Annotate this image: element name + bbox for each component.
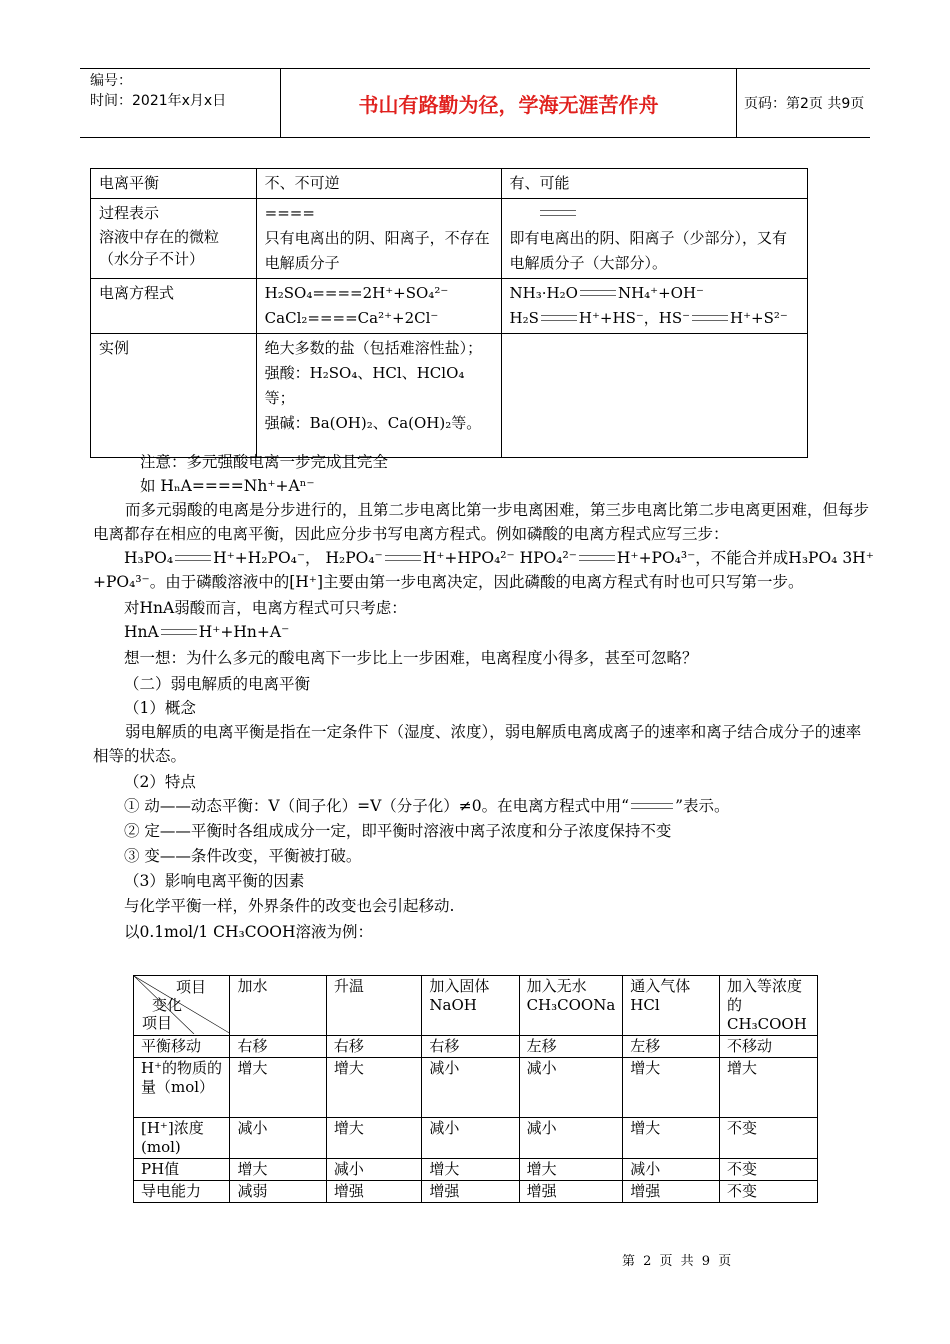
feature-line: ② 定——平衡时各组成成分一定，即平衡时溶液中离子浓度和分子浓度保持不变 <box>124 822 672 840</box>
table-cell: 不变 <box>720 1118 818 1159</box>
equilibrium-arrow-icon <box>175 553 211 565</box>
equilibrium-arrow-icon <box>541 313 577 325</box>
paragraph: +PO₄³⁻。由于磷酸溶液中的[H⁺]主要由第一步电离决定，因此磷酸的电离方程式有时也可只写第一步。 <box>93 573 804 591</box>
table-cell: 电离平衡 <box>91 169 257 199</box>
table-cell: 增大 <box>720 1058 818 1118</box>
example-line: 绝大多数的盐（包括难溶性盐）； <box>264 339 483 357</box>
table-cell <box>501 199 807 279</box>
equation: CaCl₂====Ca²⁺+2Cl⁻ <box>264 309 439 327</box>
table-cell: 左移 <box>519 1036 623 1058</box>
ionization-comparison-table <box>90 168 808 458</box>
table-cell: 增大 <box>623 1118 720 1159</box>
table-cell <box>91 199 257 279</box>
table-cell: 增强 <box>623 1181 720 1203</box>
equation: H⁺+Hn+A⁻ <box>198 623 290 641</box>
feature-line: ③ 变——条件改变，平衡被打破。 <box>124 847 362 865</box>
equation: H₂SO₄====2H⁺+SO₄²⁻ <box>264 284 449 302</box>
page-header <box>80 68 870 138</box>
corner-label: 项目 <box>176 978 207 996</box>
corner-label: 项目 <box>142 1014 173 1032</box>
row-label: PH值 <box>134 1159 230 1181</box>
table-row <box>134 1181 818 1203</box>
table-cell: 减小 <box>422 1118 519 1159</box>
table-cell <box>256 334 501 458</box>
table-cell: 不变 <box>720 1181 818 1203</box>
equation: H⁺+PO₄³⁻，不能合并成H₃PO₄ 3H⁺ <box>616 549 874 567</box>
table-cell: 不变 <box>720 1159 818 1181</box>
column-header: 加水 <box>230 976 326 1036</box>
table-cell: 有、可能 <box>501 169 807 199</box>
table-cell: 增大 <box>326 1058 421 1118</box>
column-header: 通入气体HCl <box>623 976 720 1036</box>
table-cell: 增强 <box>519 1181 623 1203</box>
subsection-heading: （3）影响电离平衡的因素 <box>124 872 305 890</box>
equilibrium-arrow-icon <box>692 313 728 325</box>
table-cell: 电离方程式 <box>91 279 257 334</box>
doc-number: 编号： <box>90 73 132 89</box>
row-label: 平衡移动 <box>134 1036 230 1058</box>
table-cell <box>256 279 501 334</box>
paragraph: 而多元弱酸的电离是分步进行的，且第二步电离比第一步电离困难，第三步电离比第二步电离更困难，但每步电离都存在相应的电离平衡，因此应分步书写电离方程式。例如磷酸的电离方程式应写三步： <box>93 501 870 543</box>
table-cell <box>501 334 807 458</box>
equation: H₂S <box>509 309 539 327</box>
equation: HnA <box>124 623 159 641</box>
table-cell: 增大 <box>230 1159 326 1181</box>
equilibrium-arrow-icon <box>580 288 616 300</box>
table-row <box>91 199 808 279</box>
equilibrium-arrow-icon <box>579 553 615 565</box>
table-cell: 左移 <box>623 1036 720 1058</box>
table-cell: 不移动 <box>720 1036 818 1058</box>
table-cell: 右移 <box>230 1036 326 1058</box>
feature-text: ① 动——动态平衡：V（间子化）=V（分子化）≠0。在电离方程式中用“ <box>124 797 630 815</box>
table-row <box>91 169 808 199</box>
table-row <box>134 1118 818 1159</box>
corner-cell <box>134 976 230 1036</box>
cell-text: 只有电离出的阴、阳离子，不存在电解质分子 <box>264 229 490 272</box>
equilibrium-arrow-icon <box>631 801 673 813</box>
column-header: 加入无水CH₃COONa <box>519 976 623 1036</box>
doc-date: 时间：2021年x月x日 <box>90 93 227 109</box>
header-meta <box>80 69 280 137</box>
equilibrium-arrow-icon <box>385 553 421 565</box>
table-cell: 增大 <box>422 1159 519 1181</box>
column-header: 加入固体NaOH <box>422 976 519 1036</box>
header-motto: 书山有路勤为径，学海无涯苦作舟 <box>280 69 737 137</box>
table-cell: 实例 <box>91 334 257 458</box>
equation: H₃PO₄ <box>124 549 174 567</box>
table-row <box>134 1036 818 1058</box>
hna-equation <box>124 620 904 644</box>
table-cell: 减小 <box>623 1159 720 1181</box>
note-equation: 如 HₙA====Nh⁺+Aⁿ⁻ <box>140 477 315 495</box>
paragraph: 以0.1mol/1 CH₃COOH溶液为例： <box>124 923 374 941</box>
row-label: H⁺的物质的量（mol） <box>134 1058 230 1118</box>
equilibrium-arrow-icon <box>161 627 197 639</box>
table-row <box>134 1159 818 1181</box>
table-cell: 减小 <box>519 1058 623 1118</box>
table-cell: 增强 <box>326 1181 421 1203</box>
row-label: 溶液中存在的微粒（水分子不计） <box>99 228 220 268</box>
paragraph: 弱电解质的电离平衡是指在一定条件下（湿度、浓度），弱电解质电离成离子的速率和离子结合成分子的速率相等的状态。 <box>93 723 862 765</box>
paragraph: 与化学平衡一样，外界条件的改变也会引起移动. <box>124 897 455 915</box>
table-cell: 减弱 <box>230 1181 326 1203</box>
column-header: 升温 <box>326 976 421 1036</box>
row-label: [H⁺]浓度(mol) <box>134 1118 230 1159</box>
table-cell: 增大 <box>326 1118 421 1159</box>
equilibrium-factors-table <box>133 975 818 1203</box>
table-header-row <box>134 976 818 1036</box>
process-symbol: ==== <box>264 204 315 222</box>
subsection-heading: （2）特点 <box>124 773 196 791</box>
table-cell <box>256 199 501 279</box>
table-cell: 减小 <box>422 1058 519 1118</box>
section-heading: （二）弱电解质的电离平衡 <box>124 675 311 693</box>
table-cell <box>501 279 807 334</box>
table-row <box>91 279 808 334</box>
table-cell: 右移 <box>422 1036 519 1058</box>
phosphoric-equations <box>124 546 904 570</box>
note: 注意：多元强酸电离一步完成且完全 <box>140 453 389 471</box>
feature-text: ”表示。 <box>675 797 730 815</box>
equation: H⁺+HS⁻，HS⁻ <box>578 309 691 327</box>
table-cell: 增强 <box>422 1181 519 1203</box>
table-row <box>134 1058 818 1118</box>
table-cell: 减小 <box>326 1159 421 1181</box>
equilibrium-arrow-icon <box>540 208 576 220</box>
table-cell: 右移 <box>326 1036 421 1058</box>
feature-line <box>124 794 904 818</box>
page-footer: 第 2 页 共 9 页 <box>622 1254 734 1269</box>
equation: NH₃·H₂O <box>509 284 578 302</box>
table-cell: 增大 <box>519 1159 623 1181</box>
equation: NH₄⁺+OH⁻ <box>617 284 704 302</box>
table-cell: 增大 <box>623 1058 720 1118</box>
row-label: 导电能力 <box>134 1181 230 1203</box>
table-cell: 减小 <box>230 1118 326 1159</box>
equation: H⁺+HPO₄²⁻ HPO₄²⁻ <box>422 549 577 567</box>
equation: H⁺+S²⁻ <box>730 309 788 327</box>
cell-text: 即有电离出的阴、阳离子（少部分），又有电解质分子（大部分）。 <box>509 229 788 272</box>
corner-label: 变化 <box>152 996 183 1014</box>
table-cell: 增大 <box>230 1058 326 1118</box>
row-label: 过程表示 <box>99 204 160 222</box>
example-line: 强碱：Ba(OH)₂、Ca(OH)₂等。 <box>264 414 482 432</box>
paragraph: 想一想：为什么多元的酸电离下一步比上一步困难，电离程度小得多，甚至可忽略？ <box>124 649 698 667</box>
subsection-heading: （1）概念 <box>124 699 196 717</box>
paragraph: 对HnA弱酸而言，电离方程式可只考虑： <box>124 599 407 617</box>
table-cell: 减小 <box>519 1118 623 1159</box>
column-header: 加入等浓度的CH₃COOH <box>720 976 818 1036</box>
example-line: 强酸：H₂SO₄、HCl、HClO₄等； <box>264 364 465 407</box>
equation: H⁺+H₂PO₄⁻， H₂PO₄⁻ <box>213 549 383 567</box>
table-cell: 不、不可逆 <box>256 169 501 199</box>
table-row <box>91 334 808 458</box>
header-page-number: 页码：第2页 共9页 <box>744 96 865 112</box>
